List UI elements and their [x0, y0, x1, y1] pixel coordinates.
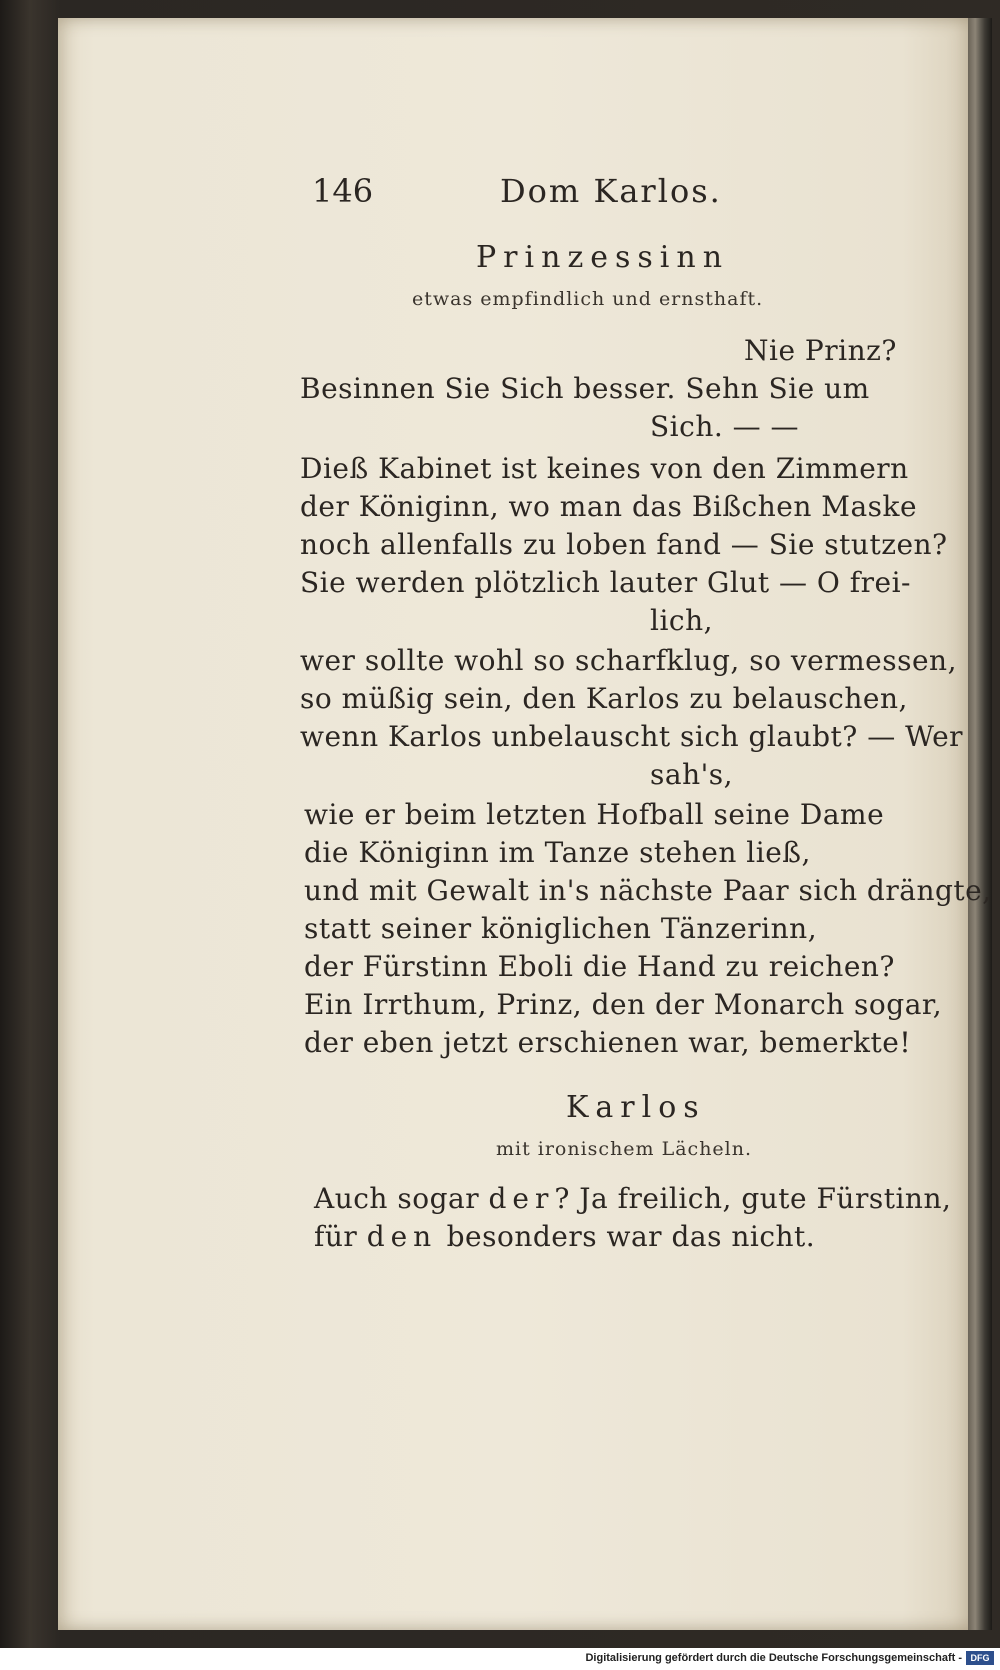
verse-line: wer sollte wohl so scharfklug, so vermessen,: [300, 644, 957, 677]
verse-line: wenn Karlos unbelauscht sich glaubt? — Wer: [300, 720, 964, 753]
verse-line: der Königinn, wo man das Bißchen Maske: [300, 490, 918, 523]
verse-line: Nie Prinz?: [744, 334, 897, 367]
verse-line: statt seiner königlichen Tänzerinn,: [304, 912, 818, 945]
verse-line: wie er beim letzten Hofball seine Dame: [304, 798, 885, 831]
verse-line: der eben jetzt erschienen war, bemerkte!: [304, 1026, 912, 1059]
verse-line: Sie werden plötzlich lauter Glut — O frei-: [300, 566, 912, 599]
verse-line: Sich. — —: [650, 410, 800, 443]
verse-line: noch allenfalls zu loben fand — Sie stutzen?: [300, 528, 948, 561]
verse-line: lich,: [650, 604, 714, 637]
karlos-reply-line-2: für den besonders war das nicht.: [314, 1220, 816, 1253]
verse-line: Dieß Kabinet ist keines von den Zimmern: [300, 452, 909, 485]
stage-direction-karlos: mit ironischem Lächeln.: [496, 1138, 753, 1160]
verse-line: und mit Gewalt in's nächste Paar sich drängte,: [304, 874, 992, 907]
verse-line: so müßig sein, den Karlos zu belauschen,: [300, 682, 908, 715]
verse-line: die Königinn im Tanze stehen ließ,: [304, 836, 811, 869]
speaker-karlos: Karlos: [566, 1090, 706, 1125]
running-title: Dom Karlos.: [500, 172, 722, 210]
funding-credit: Digitalisierung gefördert durch die Deutsche Forschungsgemeinschaft -: [585, 1652, 962, 1664]
karlos-reply-line-1: Auch sogar der? Ja freilich, gute Fürstinn,: [314, 1182, 952, 1215]
verse-line: sah's,: [650, 758, 734, 791]
speaker-princess: Prinzessinn: [476, 240, 730, 275]
page-number: 146: [312, 172, 374, 210]
emphasized-word: der: [488, 1182, 555, 1215]
verse-line: Besinnen Sie Sich besser. Sehn Sie um: [300, 372, 870, 405]
stage-direction-princess: etwas empfindlich und ernsthaft.: [412, 288, 764, 310]
emphasized-word: den: [366, 1220, 438, 1253]
verse-line: Ein Irrthum, Prinz, den der Monarch sogar,: [304, 988, 943, 1021]
page-edge: [968, 18, 992, 1630]
dfg-logo-icon: DFG: [966, 1651, 994, 1665]
verse-line: der Fürstinn Eboli die Hand zu reichen?: [304, 950, 895, 983]
